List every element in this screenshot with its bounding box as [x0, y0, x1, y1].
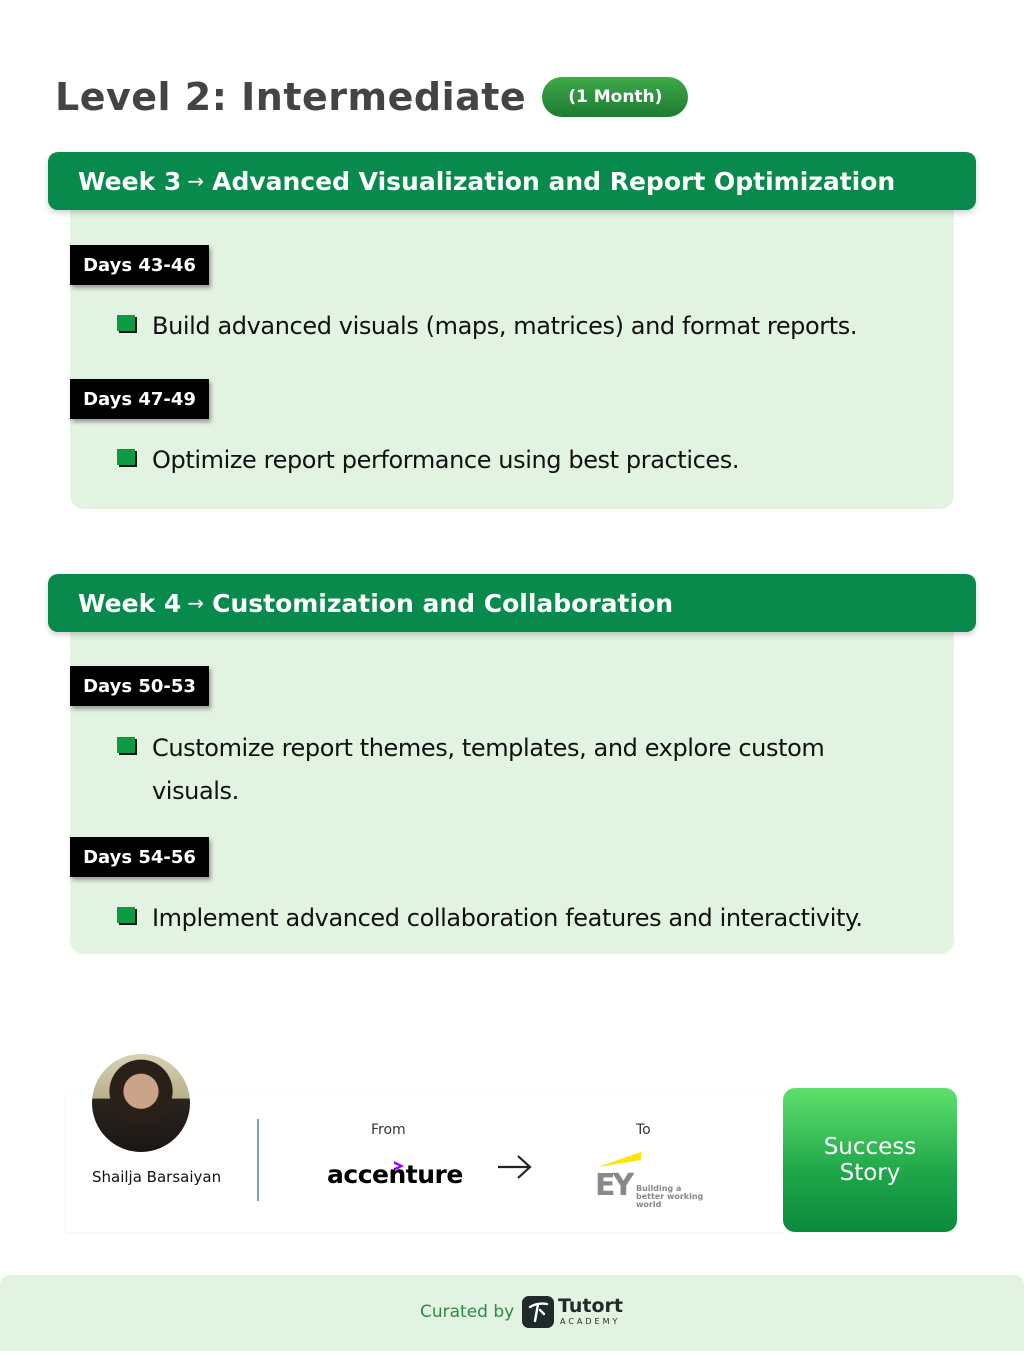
right-arrow-icon: → — [187, 591, 205, 615]
list-item-text: Build advanced visuals (maps, matrices) and format reports. — [152, 312, 858, 340]
page-title-row — [55, 72, 688, 122]
brand-subtitle: ACADEMY — [560, 1317, 621, 1326]
days-tag: Days 50-53 — [70, 666, 209, 706]
week-4-title: Customization and Collaboration — [212, 588, 674, 618]
brand-name: Tutort — [558, 1295, 623, 1317]
list-item — [117, 897, 947, 940]
person-name: Shailja Barsaiyan — [92, 1168, 222, 1186]
to-company-tagline: Building a better working world — [636, 1184, 704, 1209]
avatar — [92, 1054, 190, 1152]
square-bullet-icon — [117, 315, 135, 331]
list-item — [117, 727, 907, 813]
days-tag: Days 43-46 — [70, 245, 209, 285]
to-company-logo: EY — [595, 1168, 632, 1203]
to-label: To — [636, 1122, 651, 1138]
tutort-logo-icon — [522, 1296, 554, 1328]
list-item-text: Customize report themes, templates, and explore custom visuals. — [152, 734, 825, 805]
divider — [257, 1119, 259, 1201]
duration-badge: (1 Month) — [542, 77, 688, 117]
square-bullet-icon — [117, 907, 135, 923]
arrow-right-icon — [496, 1152, 534, 1182]
curated-by-label: Curated by — [420, 1302, 515, 1322]
from-company-logo: accenture — [327, 1160, 463, 1189]
week-4-label: Week 4 — [78, 588, 182, 618]
list-item-text: Implement advanced collaboration features and interactivity. — [152, 904, 863, 932]
from-label: From — [371, 1122, 406, 1138]
list-item — [117, 305, 947, 348]
week-3-label: Week 3 — [78, 166, 182, 196]
right-arrow-icon: → — [187, 169, 205, 193]
days-tag: Days 47-49 — [70, 379, 209, 419]
square-bullet-icon — [117, 449, 135, 465]
list-item — [117, 439, 947, 482]
success-story-button[interactable]: Success Story — [783, 1088, 957, 1232]
week-4-header — [48, 574, 976, 632]
list-item-text: Optimize report performance using best practices. — [152, 446, 740, 474]
days-tag: Days 54-56 — [70, 837, 209, 877]
week-3-header — [48, 152, 976, 210]
page-title: Level 2: Intermediate — [55, 75, 527, 119]
square-bullet-icon — [117, 737, 135, 753]
week-3-title: Advanced Visualization and Report Optimization — [212, 166, 896, 196]
